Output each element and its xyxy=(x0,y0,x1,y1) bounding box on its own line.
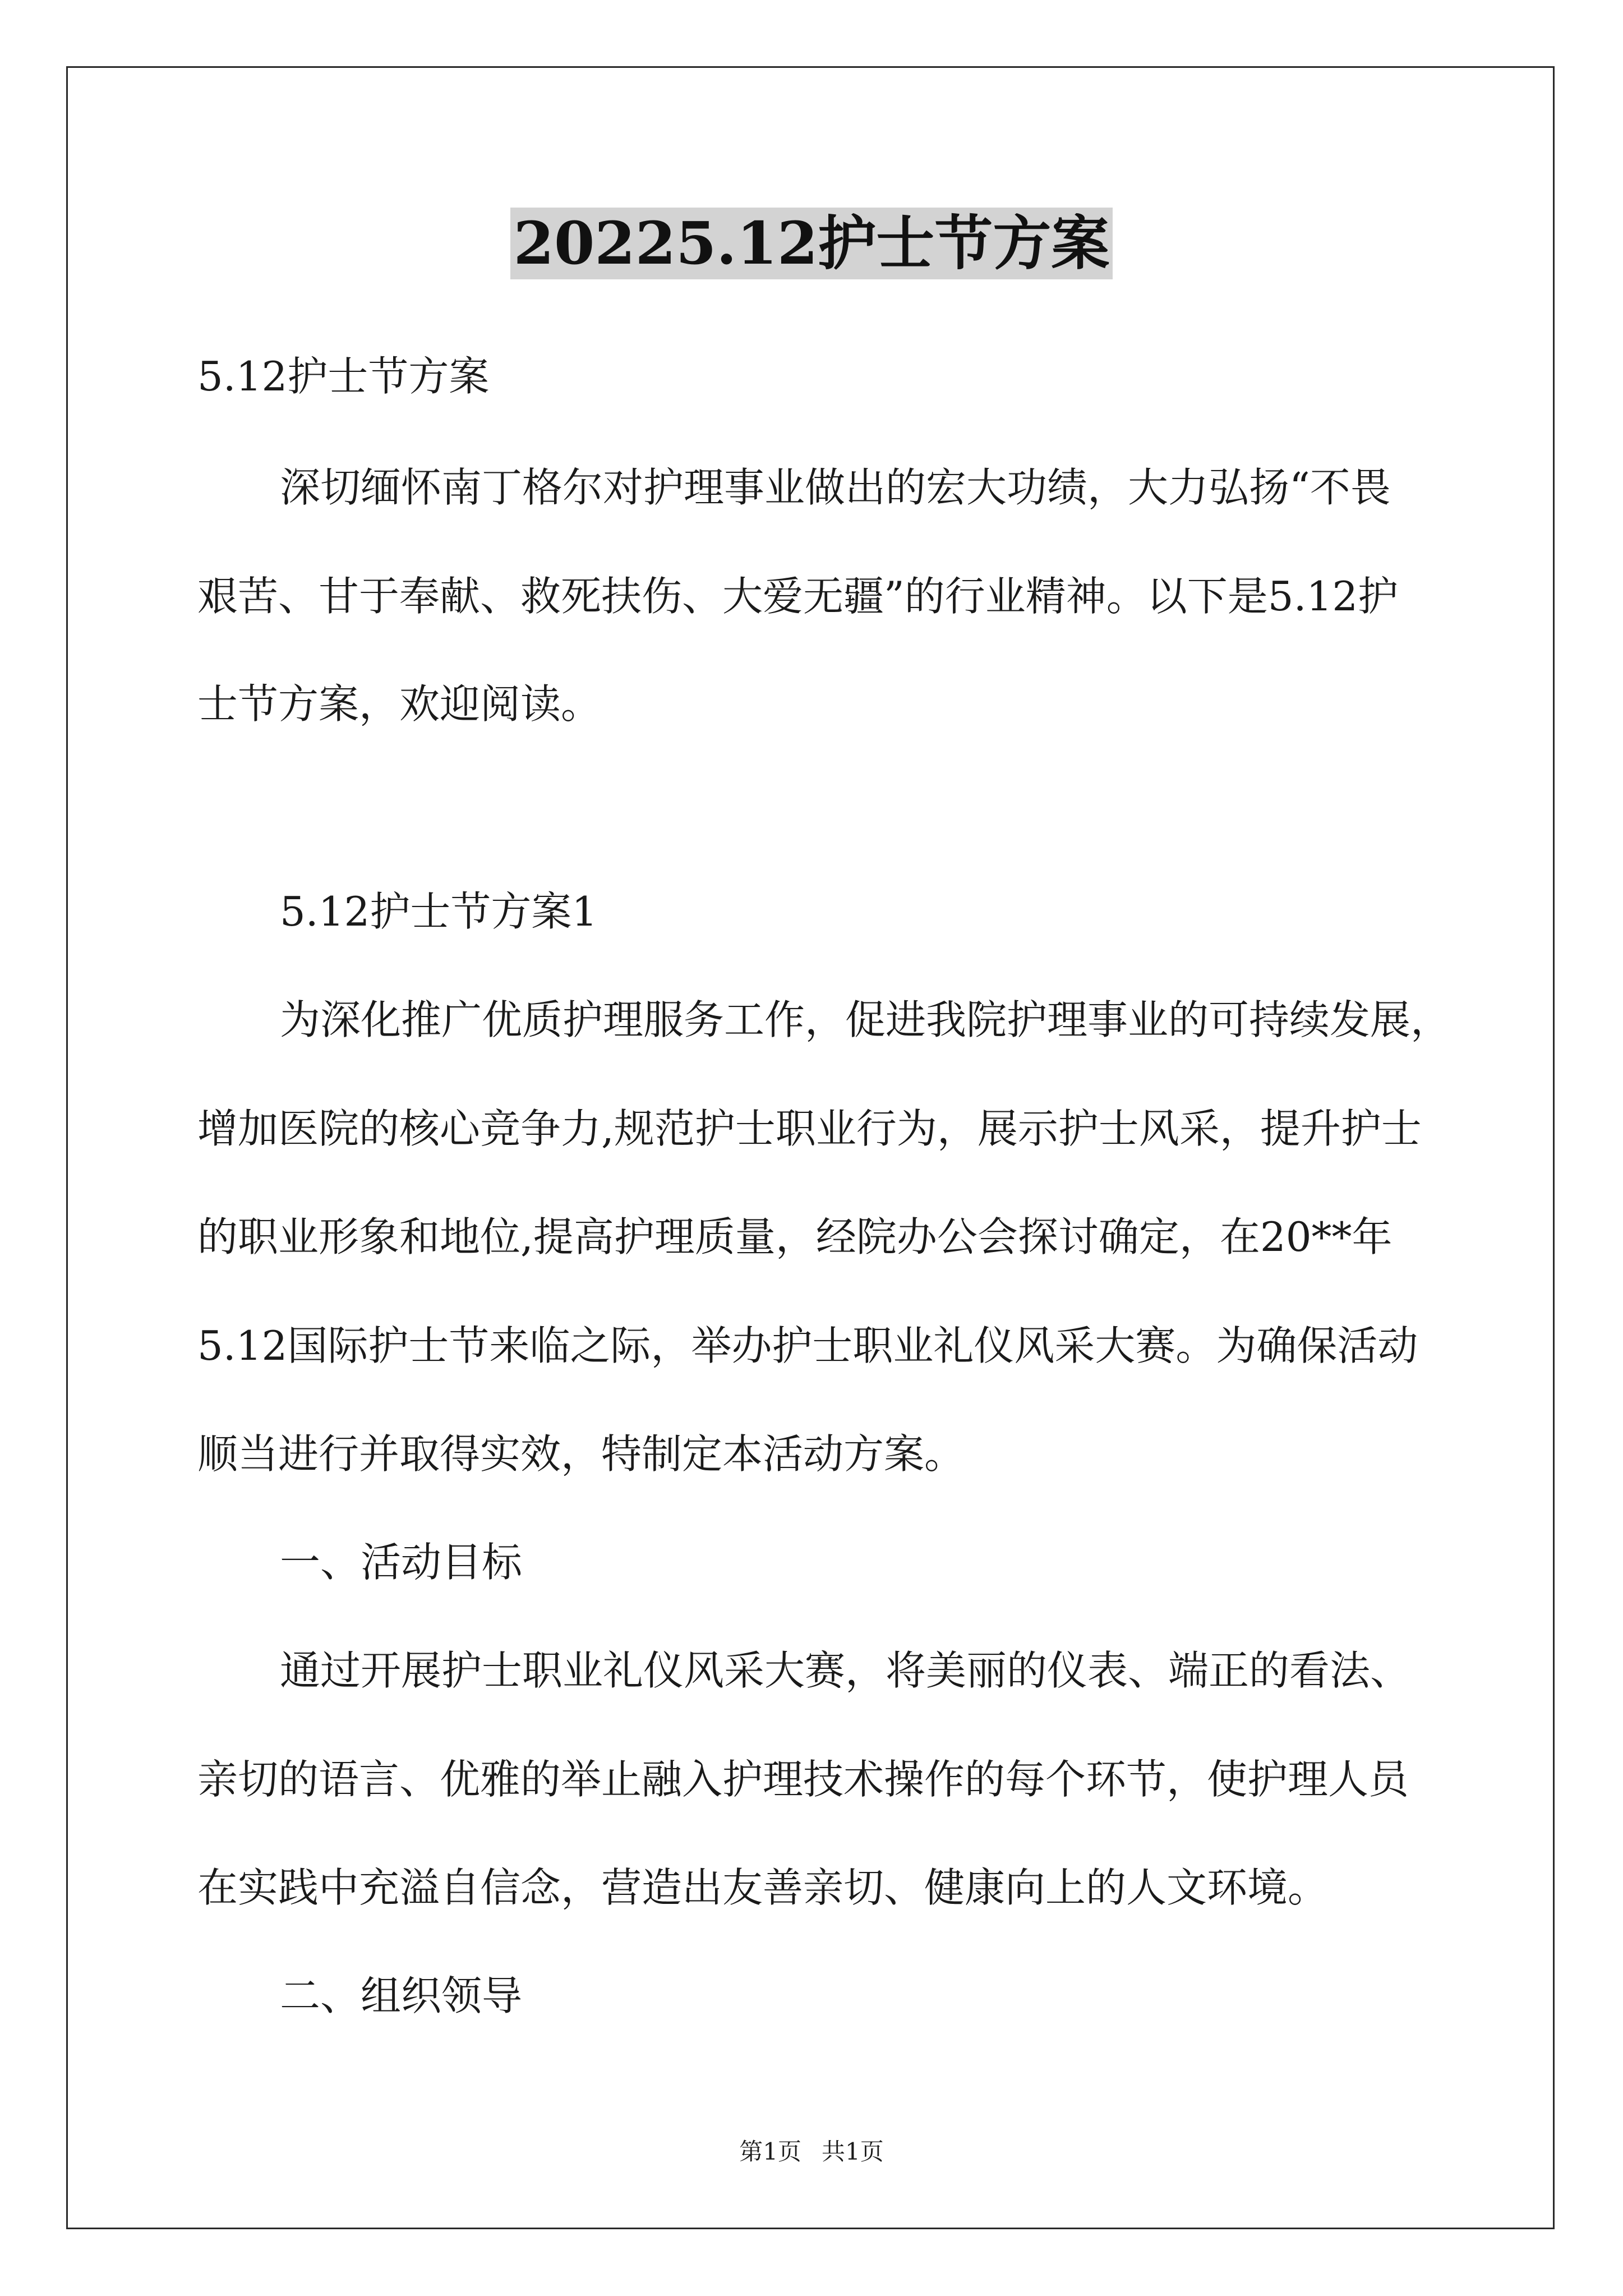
section-heading: 一、活动目标 xyxy=(280,1539,523,1586)
page-footer xyxy=(0,2136,1623,2168)
document-title: 20225.12护士节方案 xyxy=(510,208,1113,279)
section-heading: 5.12护士节方案1 xyxy=(280,888,598,935)
page-total: 共1页 xyxy=(822,2138,884,2165)
paragraph-line: 在实践中充溢自信念，营造出友善亲切、健康向上的人文环境。 xyxy=(197,1864,1329,1911)
paragraph-line: 5.12国际护士节来临之际，举办护士职业礼仪风采大赛。为确保活动 xyxy=(197,1322,1418,1369)
paragraph-line: 增加医院的核心竞争力,规范护士职业行为，展示护士风采，提升护士 xyxy=(197,1105,1422,1152)
paragraph-line: 深切缅怀南丁格尔对护理事业做出的宏大功绩，大力弘扬“不畏 xyxy=(280,464,1391,511)
paragraph-line: 艰苦、甘于奉献、救死扶伤、大爱无疆”的行业精神。以下是5.12护 xyxy=(197,573,1399,620)
paragraph-line: 亲切的语言、优雅的举止融入护理技术操作的每个环节，使护理人员 xyxy=(197,1756,1409,1803)
document-title-wrap xyxy=(0,208,1623,280)
paragraph-line: 为深化推广优质护理服务工作，促进我院护理事业的可持续发展， xyxy=(280,996,1451,1043)
paragraph-line: 士节方案，欢迎阅读。 xyxy=(197,680,602,728)
paragraph-line: 通过开展护士职业礼仪风采大赛，将美丽的仪表、端正的看法、 xyxy=(280,1647,1411,1694)
page-number: 第1页 xyxy=(739,2138,801,2165)
paragraph-line: 顺当进行并取得实效，特制定本活动方案。 xyxy=(197,1430,965,1478)
section-heading: 5.12护士节方案 xyxy=(197,353,490,400)
paragraph-line: 的职业形象和地位,提高护理质量，经院办公会探讨确定，在20**年 xyxy=(197,1213,1393,1260)
section-heading: 二、组织领导 xyxy=(280,1972,523,2019)
